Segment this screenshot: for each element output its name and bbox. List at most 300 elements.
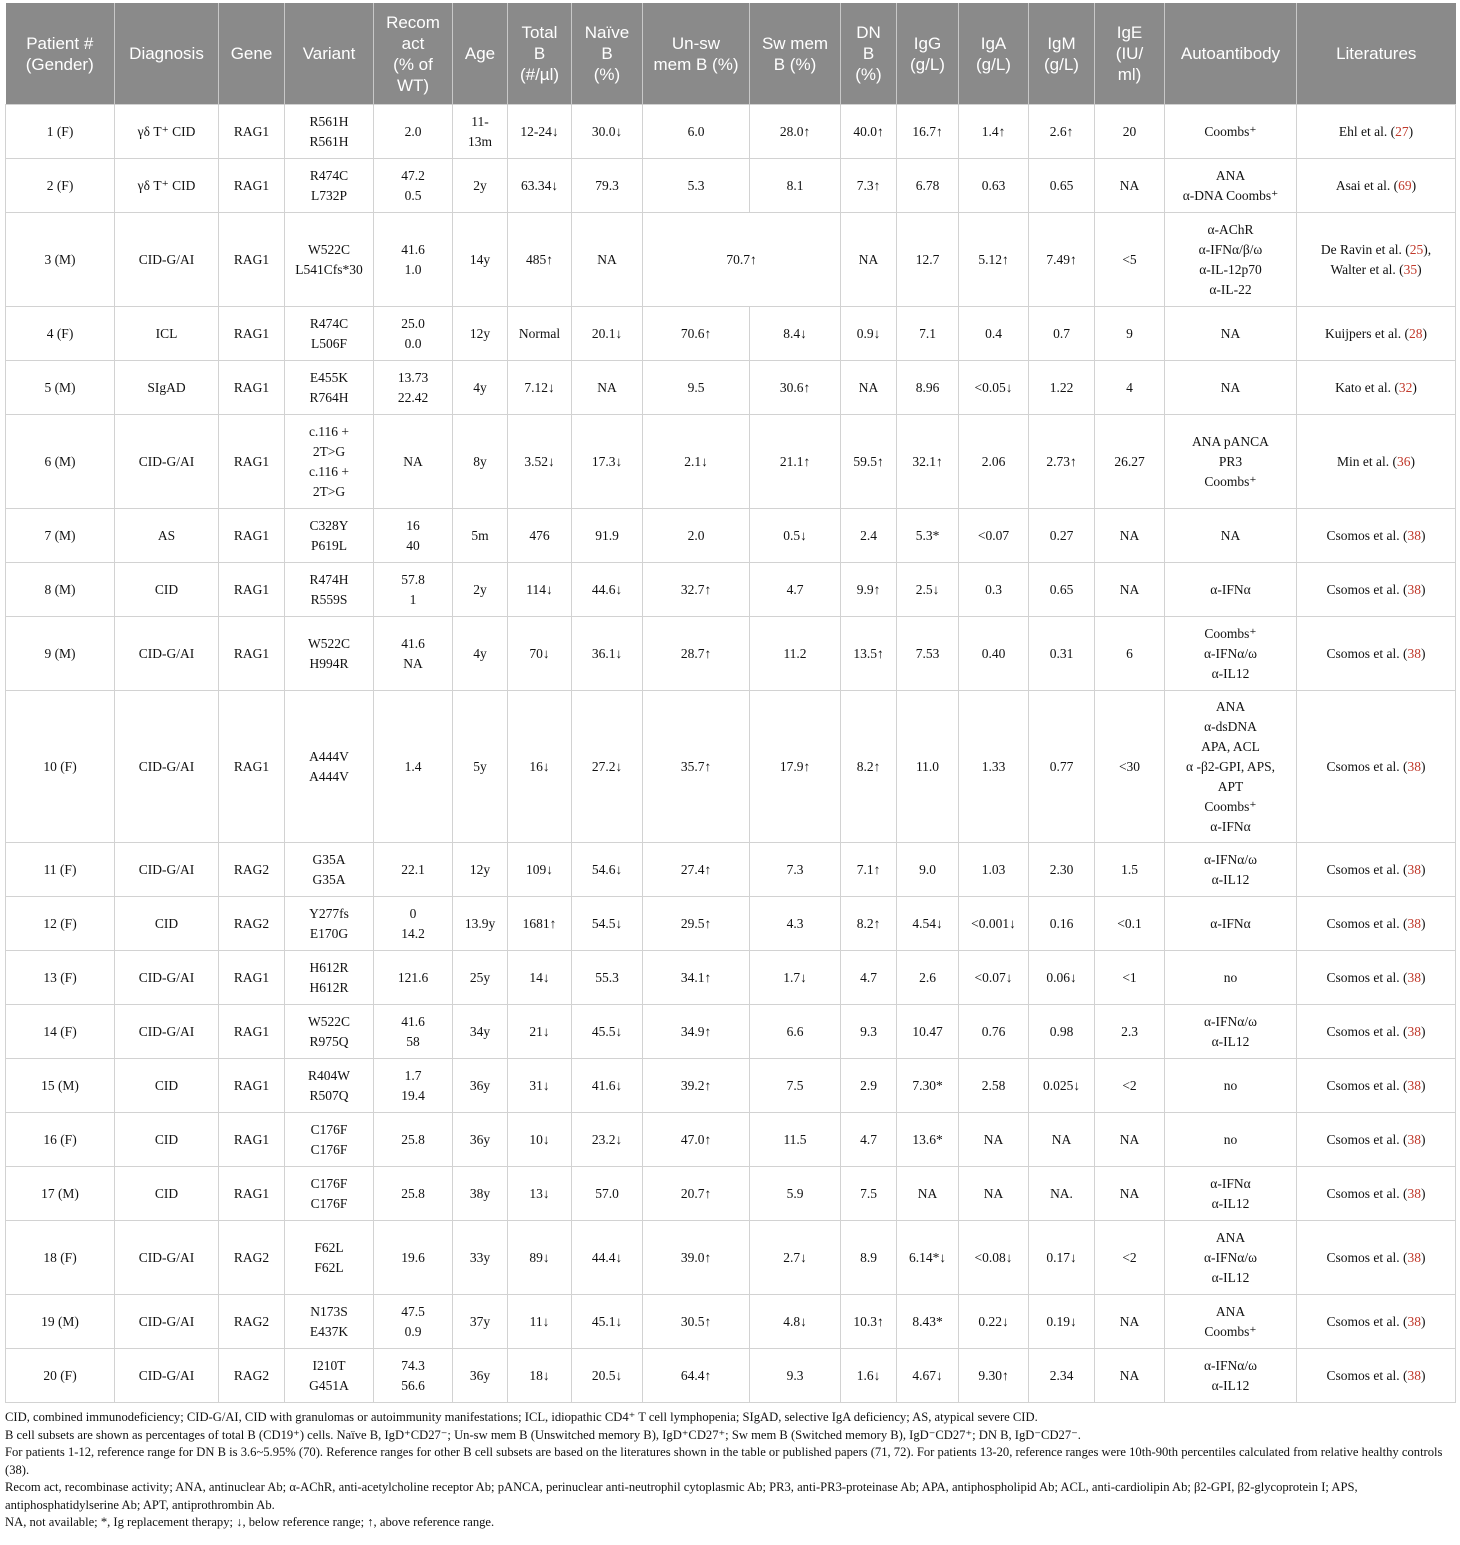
literature-text: ) (1421, 527, 1426, 543)
recom-act-cell: 19.6 (374, 1221, 453, 1295)
iga-cell: 1.4↑ (959, 105, 1029, 159)
ige-cell: <30 (1095, 691, 1165, 843)
naive-b-cell: 79.3 (572, 159, 643, 213)
sw-mem-b-cell: 5.9 (750, 1167, 841, 1221)
literature-text: Csomos et al. ( (1326, 645, 1408, 661)
literature-cell (1297, 159, 1456, 213)
naive-b-cell: 20.1↓ (572, 307, 643, 361)
recom-act-cell: 74.3 56.6 (374, 1349, 453, 1403)
patient-cell: 19 (M) (6, 1295, 115, 1349)
recom-act-cell: NA (374, 415, 453, 509)
unsw-mem-b-cell: 5.3 (643, 159, 750, 213)
igg-cell: NA (897, 1167, 959, 1221)
sw-mem-b-cell: 0.5↓ (750, 509, 841, 563)
igm-cell: 0.7 (1029, 307, 1095, 361)
literature-cell (1297, 105, 1456, 159)
diagnosis-cell: CID (115, 1059, 219, 1113)
total-b-cell: 31↓ (508, 1059, 572, 1113)
sw-mem-b-cell: 6.6 (750, 1005, 841, 1059)
igm-cell: 1.22 (1029, 361, 1095, 415)
table-row (6, 1005, 1456, 1059)
unsw-mem-b-cell: 47.0↑ (643, 1113, 750, 1167)
igg-cell: 8.43* (897, 1295, 959, 1349)
iga-cell: 0.22↓ (959, 1295, 1029, 1349)
igm-cell: 2.30 (1029, 843, 1095, 897)
ige-cell: 2.3 (1095, 1005, 1165, 1059)
total-b-cell: 109↓ (508, 843, 572, 897)
ige-cell: <5 (1095, 213, 1165, 307)
sw-mem-b-cell: 4.8↓ (750, 1295, 841, 1349)
table-row (6, 105, 1456, 159)
literature-text: ) (1421, 969, 1426, 985)
sw-mem-b-cell: 9.3 (750, 1349, 841, 1403)
igg-cell: 4.54↓ (897, 897, 959, 951)
column-header: Literatures (1297, 3, 1456, 105)
literature-cell (1297, 415, 1456, 509)
patient-cell: 9 (M) (6, 617, 115, 691)
naive-b-cell: 45.1↓ (572, 1295, 643, 1349)
reference-link[interactable]: 38 (1407, 969, 1421, 985)
column-header: IgA (g/L) (959, 3, 1029, 105)
literature-text: ) (1421, 1185, 1426, 1201)
table-row (6, 563, 1456, 617)
total-b-cell: 70↓ (508, 617, 572, 691)
reference-link[interactable]: 38 (1407, 758, 1421, 774)
variant-cell: C328Y P619L (285, 509, 374, 563)
footnote-line: B cell subsets are shown as percentages of total B (CD19⁺) cells. Naïve B, IgD⁺CD27⁻; Un-sw mem B (Unswitched memory B), IgD⁺CD27⁺; Sw mem B (Switched memory B), IgD⁻CD27⁺; DN B, IgD⁻CD27⁻. (5, 1427, 1081, 1442)
reference-link[interactable]: 38 (1407, 581, 1421, 597)
literature-text: ) (1421, 1313, 1426, 1329)
autoantibody-cell: no (1165, 951, 1297, 1005)
diagnosis-cell: CID (115, 563, 219, 617)
literature-cell (1297, 509, 1456, 563)
unsw-mem-b-cell: 35.7↑ (643, 691, 750, 843)
diagnosis-cell: CID-G/AI (115, 1349, 219, 1403)
gene-cell: RAG1 (219, 1059, 285, 1113)
naive-b-cell: 20.5↓ (572, 1349, 643, 1403)
recom-act-cell: 1.7 19.4 (374, 1059, 453, 1113)
literature-cell (1297, 843, 1456, 897)
dn-b-cell: 2.4 (841, 509, 897, 563)
literature-cell (1297, 307, 1456, 361)
reference-link[interactable]: 38 (1407, 1023, 1421, 1039)
literature-text: Csomos et al. ( (1326, 1131, 1408, 1147)
table-footnotes (5, 1409, 1455, 1532)
igg-cell: 11.0 (897, 691, 959, 843)
literature-text: De Ravin et al. ( (1320, 241, 1410, 257)
literature-cell (1297, 1167, 1456, 1221)
variant-cell: A444V A444V (285, 691, 374, 843)
age-cell: 25y (453, 951, 508, 1005)
variant-cell: R404W R507Q (285, 1059, 374, 1113)
dn-b-cell: 8.2↑ (841, 897, 897, 951)
age-cell: 12y (453, 843, 508, 897)
igm-cell: 2.6↑ (1029, 105, 1095, 159)
igm-cell: 0.19↓ (1029, 1295, 1095, 1349)
reference-link[interactable]: 38 (1407, 1313, 1421, 1329)
unsw-mem-b-cell: 32.7↑ (643, 563, 750, 617)
variant-cell: N173S E437K (285, 1295, 374, 1349)
reference-link[interactable]: 27 (1395, 123, 1409, 139)
gene-cell: RAG1 (219, 213, 285, 307)
column-header: Variant (285, 3, 374, 105)
igm-cell: NA. (1029, 1167, 1095, 1221)
sw-mem-b-cell: 17.9↑ (750, 691, 841, 843)
total-b-cell: 16↓ (508, 691, 572, 843)
age-cell: 13.9y (453, 897, 508, 951)
age-cell: 36y (453, 1349, 508, 1403)
patient-cell: 11 (F) (6, 843, 115, 897)
igm-cell: 2.34 (1029, 1349, 1095, 1403)
unsw-mem-b-cell: 27.4↑ (643, 843, 750, 897)
patient-cell: 5 (M) (6, 361, 115, 415)
patient-cell: 10 (F) (6, 691, 115, 843)
age-cell: 36y (453, 1113, 508, 1167)
variant-cell: R474H R559S (285, 563, 374, 617)
autoantibody-cell: ANA Coombs⁺ (1165, 1295, 1297, 1349)
column-header: Un-sw mem B (%) (643, 3, 750, 105)
igg-cell: 9.0 (897, 843, 959, 897)
iga-cell: <0.07↓ (959, 951, 1029, 1005)
age-cell: 2y (453, 159, 508, 213)
dn-b-cell: 8.9 (841, 1221, 897, 1295)
unsw-mem-b-cell: 9.5 (643, 361, 750, 415)
age-cell: 14y (453, 213, 508, 307)
diagnosis-cell: SIgAD (115, 361, 219, 415)
autoantibody-cell: α-IFNα (1165, 563, 1297, 617)
autoantibody-cell: α-IFNα/ω α-IL12 (1165, 1005, 1297, 1059)
ige-cell: NA (1095, 1349, 1165, 1403)
gene-cell: RAG1 (219, 563, 285, 617)
diagnosis-cell: CID-G/AI (115, 415, 219, 509)
sw-mem-b-cell: 4.3 (750, 897, 841, 951)
naive-b-cell: 57.0 (572, 1167, 643, 1221)
recom-act-cell: 2.0 (374, 105, 453, 159)
naive-b-cell: 91.9 (572, 509, 643, 563)
variant-cell: W522C H994R (285, 617, 374, 691)
variant-cell: R474C L506F (285, 307, 374, 361)
diagnosis-cell: γδ T⁺ CID (115, 105, 219, 159)
iga-cell: 0.3 (959, 563, 1029, 617)
literature-text: Csomos et al. ( (1326, 1313, 1408, 1329)
column-header: IgE (IU/ ml) (1095, 3, 1165, 105)
sw-mem-b-cell: 2.7↓ (750, 1221, 841, 1295)
total-b-cell: 14↓ (508, 951, 572, 1005)
literature-cell (1297, 617, 1456, 691)
ige-cell: 6 (1095, 617, 1165, 691)
table-row (6, 617, 1456, 691)
age-cell: 36y (453, 1059, 508, 1113)
table-row (6, 361, 1456, 415)
patient-cell: 17 (M) (6, 1167, 115, 1221)
recom-act-cell: 25.0 0.0 (374, 307, 453, 361)
column-header: IgM (g/L) (1029, 3, 1095, 105)
autoantibody-cell: NA (1165, 307, 1297, 361)
total-b-cell: 114↓ (508, 563, 572, 617)
table-row (6, 1295, 1456, 1349)
dn-b-cell: 40.0↑ (841, 105, 897, 159)
table-row (6, 1167, 1456, 1221)
age-cell: 2y (453, 563, 508, 617)
autoantibody-cell: α-IFNα (1165, 897, 1297, 951)
iga-cell: 5.12↑ (959, 213, 1029, 307)
autoantibody-cell: ANA α-dsDNA APA, ACL α -β2-GPI, APS, APT Coombs⁺ α-IFNα (1165, 691, 1297, 843)
total-b-cell: 21↓ (508, 1005, 572, 1059)
igm-cell: NA (1029, 1113, 1095, 1167)
recom-act-cell: 41.6 1.0 (374, 213, 453, 307)
age-cell: 11- 13m (453, 105, 508, 159)
diagnosis-cell: CID-G/AI (115, 951, 219, 1005)
naive-b-cell: 17.3↓ (572, 415, 643, 509)
reference-link[interactable]: 38 (1407, 1077, 1421, 1093)
literature-text: ) (1421, 915, 1426, 931)
iga-cell: 0.40 (959, 617, 1029, 691)
naive-b-cell: NA (572, 361, 643, 415)
age-cell: 33y (453, 1221, 508, 1295)
naive-b-cell: 36.1↓ (572, 617, 643, 691)
literature-text: Csomos et al. ( (1326, 527, 1408, 543)
column-header: Diagnosis (115, 3, 219, 105)
reference-link[interactable]: 35 (1403, 261, 1418, 277)
unsw-mem-b-cell: 39.0↑ (643, 1221, 750, 1295)
table-row (6, 159, 1456, 213)
igm-cell: 0.77 (1029, 691, 1095, 843)
total-b-cell: 10↓ (508, 1113, 572, 1167)
gene-cell: RAG1 (219, 691, 285, 843)
patient-cell: 8 (M) (6, 563, 115, 617)
total-b-cell: 11↓ (508, 1295, 572, 1349)
gene-cell: RAG1 (219, 617, 285, 691)
dn-b-cell: 4.7 (841, 1113, 897, 1167)
sw-mem-b-cell: 1.7↓ (750, 951, 841, 1005)
igm-cell: 0.025↓ (1029, 1059, 1095, 1113)
iga-cell: 0.63 (959, 159, 1029, 213)
dn-b-cell: 9.3 (841, 1005, 897, 1059)
column-header: DN B (%) (841, 3, 897, 105)
dn-b-cell: 1.6↓ (841, 1349, 897, 1403)
recom-act-cell: 47.2 0.5 (374, 159, 453, 213)
dn-b-cell: 8.2↑ (841, 691, 897, 843)
igg-cell: 4.67↓ (897, 1349, 959, 1403)
age-cell: 12y (453, 307, 508, 361)
table-row (6, 307, 1456, 361)
autoantibody-cell: NA (1165, 509, 1297, 563)
ige-cell: 1.5 (1095, 843, 1165, 897)
literature-text: ) (1421, 1249, 1426, 1265)
patient-cell: 20 (F) (6, 1349, 115, 1403)
patient-cell: 13 (F) (6, 951, 115, 1005)
igg-cell: 7.30* (897, 1059, 959, 1113)
table-body (6, 105, 1456, 1403)
literature-text: ) (1421, 1023, 1426, 1039)
recom-act-cell: 22.1 (374, 843, 453, 897)
reference-link[interactable]: 38 (1407, 861, 1421, 877)
iga-cell: NA (959, 1113, 1029, 1167)
ige-cell: 26.27 (1095, 415, 1165, 509)
table-row (6, 1059, 1456, 1113)
gene-cell: RAG1 (219, 361, 285, 415)
literature-text: ) (1421, 1131, 1426, 1147)
table-row (6, 213, 1456, 307)
dn-b-cell: 9.9↑ (841, 563, 897, 617)
iga-cell: 2.06 (959, 415, 1029, 509)
variant-cell: G35A G35A (285, 843, 374, 897)
reference-link[interactable]: 38 (1407, 1185, 1421, 1201)
patient-cell: 3 (M) (6, 213, 115, 307)
unsw-mem-b-cell: 29.5↑ (643, 897, 750, 951)
igg-cell: 6.78 (897, 159, 959, 213)
age-cell: 8y (453, 415, 508, 509)
literature-text: ) (1421, 645, 1426, 661)
footnote-line: NA, not available; *, Ig replacement therapy; ↓, below reference range; ↑, above reference range. (5, 1515, 495, 1529)
diagnosis-cell: CID (115, 1113, 219, 1167)
reference-link[interactable]: 69 (1398, 177, 1412, 193)
footnote-line: For patients 1-12, reference range for DN B is 3.6~5.95% (70). Reference ranges for other B cell subsets are based on the literatures shown in the table or published papers (71, 72). For patients 13-20, reference ranges were 10th-90th percentiles calculated from relative healthy controls (38). (5, 1445, 1443, 1477)
ige-cell: <0.1 (1095, 897, 1165, 951)
reference-link[interactable]: 32 (1398, 379, 1413, 395)
literature-cell (1297, 1113, 1456, 1167)
igg-cell: 8.96 (897, 361, 959, 415)
igg-cell: 2.5↓ (897, 563, 959, 617)
dn-b-cell: 2.9 (841, 1059, 897, 1113)
literature-text: Csomos et al. ( (1326, 1185, 1408, 1201)
unsw-mem-b-cell: 34.1↑ (643, 951, 750, 1005)
literature-text: Asai et al. ( (1335, 177, 1399, 193)
column-header: Total B (#/µl) (508, 3, 572, 105)
naive-b-cell: 54.5↓ (572, 897, 643, 951)
literature-text: ) (1411, 177, 1417, 193)
column-header: Age (453, 3, 508, 105)
recom-act-cell: 121.6 (374, 951, 453, 1005)
reference-link[interactable]: 28 (1408, 325, 1423, 341)
reference-link[interactable]: 38 (1407, 1131, 1421, 1147)
reference-link[interactable]: 38 (1407, 915, 1421, 931)
igg-cell: 13.6* (897, 1113, 959, 1167)
table-header-row (6, 3, 1456, 105)
reference-link[interactable]: 36 (1397, 453, 1411, 469)
ige-cell: <2 (1095, 1221, 1165, 1295)
gene-cell: RAG2 (219, 897, 285, 951)
total-b-cell: 63.34↓ (508, 159, 572, 213)
reference-link[interactable]: 38 (1407, 1367, 1421, 1383)
diagnosis-cell: CID (115, 1167, 219, 1221)
recom-act-cell: 16 40 (374, 509, 453, 563)
literature-text: Csomos et al. ( (1326, 861, 1408, 877)
literature-text: ) (1417, 261, 1422, 277)
age-cell: 4y (453, 617, 508, 691)
igm-cell: 0.06↓ (1029, 951, 1095, 1005)
recom-act-cell: 25.8 (374, 1113, 453, 1167)
unsw-mem-b-cell: 70.6↑ (643, 307, 750, 361)
ige-cell: NA (1095, 1113, 1165, 1167)
column-header: IgG (g/L) (897, 3, 959, 105)
igg-cell: 10.47 (897, 1005, 959, 1059)
unsw-mem-b-cell: 34.9↑ (643, 1005, 750, 1059)
dn-b-cell: 7.5 (841, 1167, 897, 1221)
ige-cell: NA (1095, 1167, 1165, 1221)
autoantibody-cell: ANA pANCA PR3 Coombs⁺ (1165, 415, 1297, 509)
literature-text: ) (1422, 325, 1427, 341)
literature-text: ) (1421, 581, 1426, 597)
variant-cell: F62L F62L (285, 1221, 374, 1295)
recom-act-cell: 41.6 58 (374, 1005, 453, 1059)
recom-act-cell: 1.4 (374, 691, 453, 843)
total-b-cell: 7.12↓ (508, 361, 572, 415)
literature-cell (1297, 1221, 1456, 1295)
iga-cell: <0.001↓ (959, 897, 1029, 951)
iga-cell: <0.05↓ (959, 361, 1029, 415)
unsw-mem-b-cell: 30.5↑ (643, 1295, 750, 1349)
literature-cell (1297, 213, 1456, 307)
autoantibody-cell: α-IFNα/ω α-IL12 (1165, 1349, 1297, 1403)
reference-link[interactable]: 38 (1407, 645, 1421, 661)
literature-text: Min et al. ( (1337, 453, 1397, 469)
gene-cell: RAG1 (219, 307, 285, 361)
gene-cell: RAG2 (219, 1221, 285, 1295)
literature-text: Csomos et al. ( (1326, 1023, 1408, 1039)
patient-cell: 12 (F) (6, 897, 115, 951)
table-row (6, 509, 1456, 563)
patient-cell: 4 (F) (6, 307, 115, 361)
diagnosis-cell: CID-G/AI (115, 691, 219, 843)
column-header: Sw mem B (%) (750, 3, 841, 105)
literature-cell (1297, 897, 1456, 951)
naive-b-cell: 41.6↓ (572, 1059, 643, 1113)
reference-link[interactable]: 25 (1409, 241, 1424, 257)
footnote-line: CID, combined immunodeficiency; CID-G/AI, CID with granulomas or autoimmunity manifestations; ICL, idiopathic CD4⁺ T cell lymphopenia; SIgAD, selective IgA deficiency; AS, atypical severe CID. (5, 1410, 1038, 1424)
ige-cell: NA (1095, 509, 1165, 563)
literature-cell (1297, 1349, 1456, 1403)
sw-mem-b-cell: 28.0↑ (750, 105, 841, 159)
ige-cell: NA (1095, 159, 1165, 213)
literature-text: ) (1421, 758, 1426, 774)
igm-cell: 0.16 (1029, 897, 1095, 951)
gene-cell: RAG1 (219, 1113, 285, 1167)
table-row (6, 1113, 1456, 1167)
age-cell: 5m (453, 509, 508, 563)
dn-b-cell: 7.3↑ (841, 159, 897, 213)
column-header: Recom act (% of WT) (374, 3, 453, 105)
variant-cell: R474C L732P (285, 159, 374, 213)
ige-cell: NA (1095, 1295, 1165, 1349)
total-b-cell: 476 (508, 509, 572, 563)
iga-cell: <0.08↓ (959, 1221, 1029, 1295)
reference-link[interactable]: 38 (1407, 1249, 1421, 1265)
variant-cell: c.116 + 2T>G c.116 + 2T>G (285, 415, 374, 509)
sw-mem-b-cell: 11.2 (750, 617, 841, 691)
literature-text: ) (1421, 861, 1426, 877)
total-b-cell: 89↓ (508, 1221, 572, 1295)
literature-cell (1297, 1059, 1456, 1113)
igm-cell: 2.73↑ (1029, 415, 1095, 509)
age-cell: 38y (453, 1167, 508, 1221)
literature-cell (1297, 1005, 1456, 1059)
dn-b-cell: 59.5↑ (841, 415, 897, 509)
table-row (6, 843, 1456, 897)
literature-cell (1297, 951, 1456, 1005)
ige-cell: 20 (1095, 105, 1165, 159)
patient-table (5, 3, 1456, 1403)
igm-cell: 0.65 (1029, 159, 1095, 213)
literature-text: Kato et al. ( (1335, 379, 1399, 395)
unsw-mem-b-cell: 39.2↑ (643, 1059, 750, 1113)
unsw-mem-b-cell: 2.1↓ (643, 415, 750, 509)
unsw-mem-b-cell: 64.4↑ (643, 1349, 750, 1403)
total-b-cell: 485↑ (508, 213, 572, 307)
sw-mem-b-cell: 8.1 (750, 159, 841, 213)
reference-link[interactable]: 38 (1407, 527, 1421, 543)
gene-cell: RAG1 (219, 105, 285, 159)
